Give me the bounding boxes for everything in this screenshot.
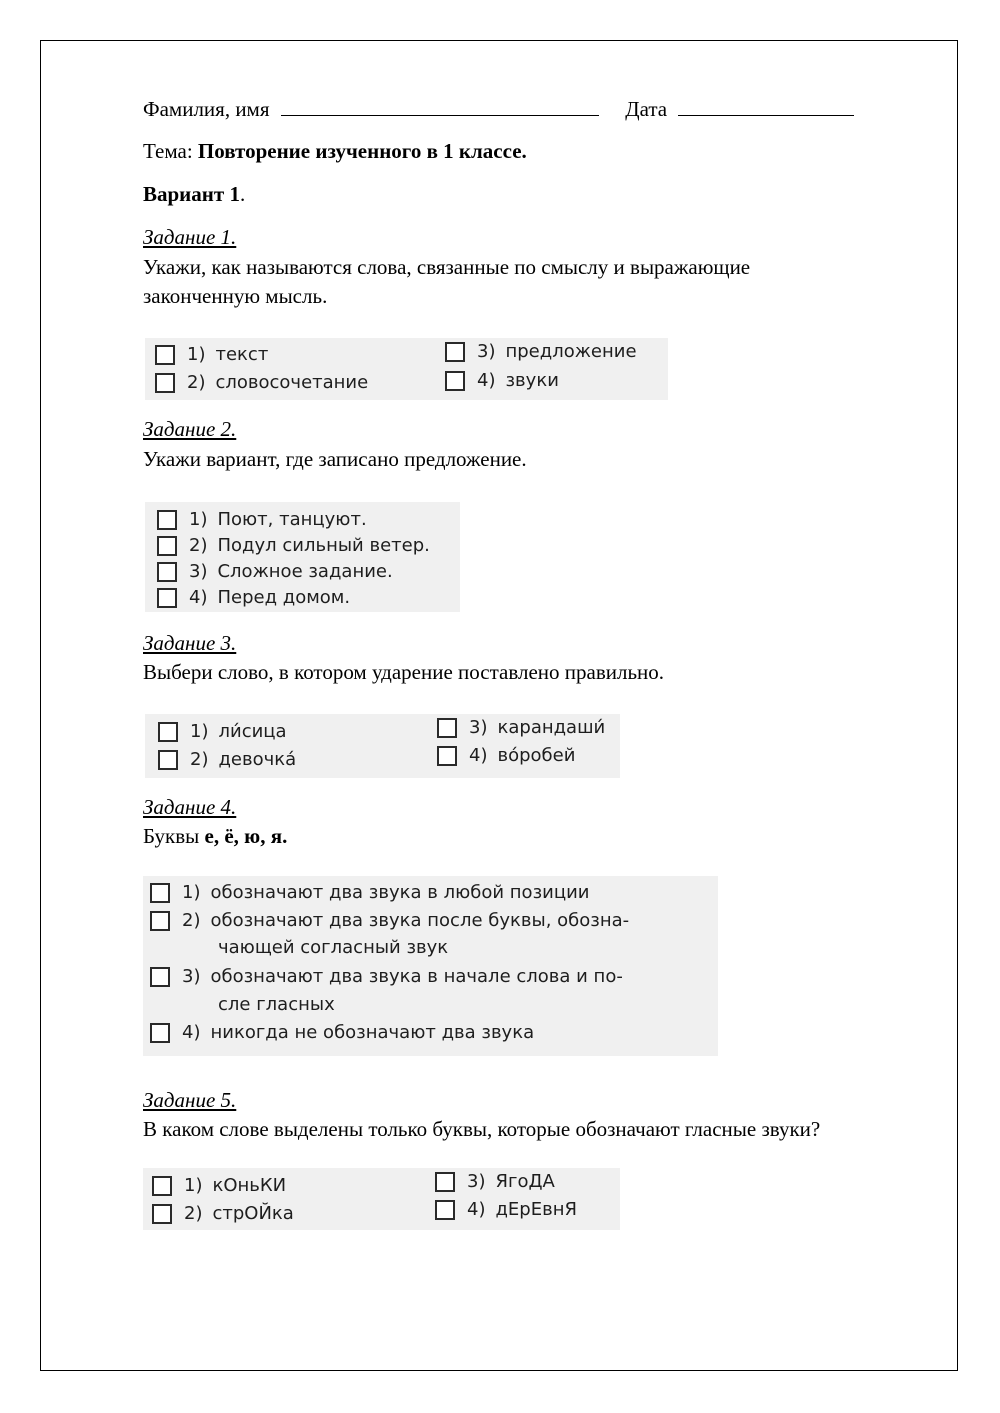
task-2-option-1[interactable]: 1) Поют, танцуют. xyxy=(157,509,367,530)
task-3-option-1[interactable]: 1) ли́сица xyxy=(158,721,287,742)
task-4-option-3[interactable]: 3) обозначают два звука в начале слова и по- xyxy=(150,966,623,987)
topic-title: Повторение изученного в 1 классе. xyxy=(197,139,527,163)
task-3-option-2[interactable]: 2) девочка́ xyxy=(158,749,296,770)
checkbox[interactable] xyxy=(445,371,465,391)
task-4-option-2[interactable]: 2) обозначают два звука после буквы, обозна- xyxy=(150,910,629,931)
task-2-option-3[interactable]: 3) Сложное задание. xyxy=(157,561,393,582)
checkbox[interactable] xyxy=(437,718,457,738)
task-2-title: Задание 2. xyxy=(143,417,237,441)
checkbox[interactable] xyxy=(152,1176,172,1196)
task-4-question: Буквы е, ё, ю, я. xyxy=(143,824,288,848)
name-label: Фамилия, имя xyxy=(143,97,270,121)
topic-line xyxy=(143,137,527,165)
task-2-option-4[interactable]: 4) Перед домом. xyxy=(157,587,350,608)
task-1-question: Укажи, как называются слова, связанные по смыслу и выражающие xyxy=(143,255,751,279)
task-5-question: В каком слове выделены только буквы, которые обозначают гласные звуки? xyxy=(143,1117,821,1141)
task-3-title: Задание 3. xyxy=(143,631,237,655)
date-field[interactable] xyxy=(678,95,854,116)
task-5-option-3[interactable]: 3) ЯгоДА xyxy=(435,1171,555,1192)
checkbox[interactable] xyxy=(157,510,177,530)
checkbox[interactable] xyxy=(150,883,170,903)
date-label: Дата xyxy=(625,97,668,121)
checkbox[interactable] xyxy=(157,562,177,582)
task-5-option-1[interactable]: 1) кОньКИ xyxy=(152,1175,286,1196)
task-5-option-2[interactable]: 2) стрОЙка xyxy=(152,1203,294,1224)
task-5-option-4[interactable]: 4) дЕрЕвнЯ xyxy=(435,1199,577,1220)
checkbox[interactable] xyxy=(445,342,465,362)
checkbox[interactable] xyxy=(150,911,170,931)
checkbox[interactable] xyxy=(158,722,178,742)
checkbox[interactable] xyxy=(150,967,170,987)
task-2-option-2[interactable]: 2) Подул сильный ветер. xyxy=(157,535,430,556)
task-3-question: Выбери слово, в котором ударение поставлено правильно. xyxy=(143,660,665,684)
checkbox[interactable] xyxy=(155,345,175,365)
checkbox[interactable] xyxy=(437,746,457,766)
checkbox[interactable] xyxy=(155,373,175,393)
checkbox[interactable] xyxy=(152,1204,172,1224)
checkbox[interactable] xyxy=(435,1200,455,1220)
task-4-letters: е, ё, ю, я. xyxy=(204,824,288,848)
task-4-option-2-cont: чающей согласный звук xyxy=(218,937,449,958)
task-5-title: Задание 5. xyxy=(143,1088,237,1112)
task-4-option-4[interactable]: 4) никогда не обозначают два звука xyxy=(150,1022,534,1043)
task-2-question: Укажи вариант, где записано предложение. xyxy=(143,447,527,471)
task-4-title: Задание 4. xyxy=(143,795,237,819)
task-3-option-3[interactable]: 3) карандаши́ xyxy=(437,717,605,738)
task-1-question-cont: законченную мысль. xyxy=(143,284,328,308)
task-3-option-4[interactable]: 4) во́робей xyxy=(437,745,575,766)
task-1-option-2[interactable]: 2) словосочетание xyxy=(155,372,368,393)
variant-title: Вариант 1 xyxy=(143,182,240,206)
checkbox[interactable] xyxy=(150,1023,170,1043)
topic-label: Тема: xyxy=(143,139,193,163)
checkbox[interactable] xyxy=(157,588,177,608)
checkbox[interactable] xyxy=(435,1172,455,1192)
checkbox[interactable] xyxy=(157,536,177,556)
name-field[interactable] xyxy=(281,95,599,116)
task-4-option-1[interactable]: 1) обозначают два звука в любой позиции xyxy=(150,882,590,903)
task-1-option-1[interactable]: 1) текст xyxy=(155,344,268,365)
task-4-option-3-cont: сле гласных xyxy=(218,994,335,1015)
checkbox[interactable] xyxy=(158,750,178,770)
variant-line: Вариант 1. xyxy=(143,182,246,206)
task-1-title: Задание 1. xyxy=(143,225,237,249)
name-date-line xyxy=(143,95,854,123)
task-1-option-3[interactable]: 3) предложение xyxy=(445,341,637,362)
task-1-option-4[interactable]: 4) звуки xyxy=(445,370,559,391)
